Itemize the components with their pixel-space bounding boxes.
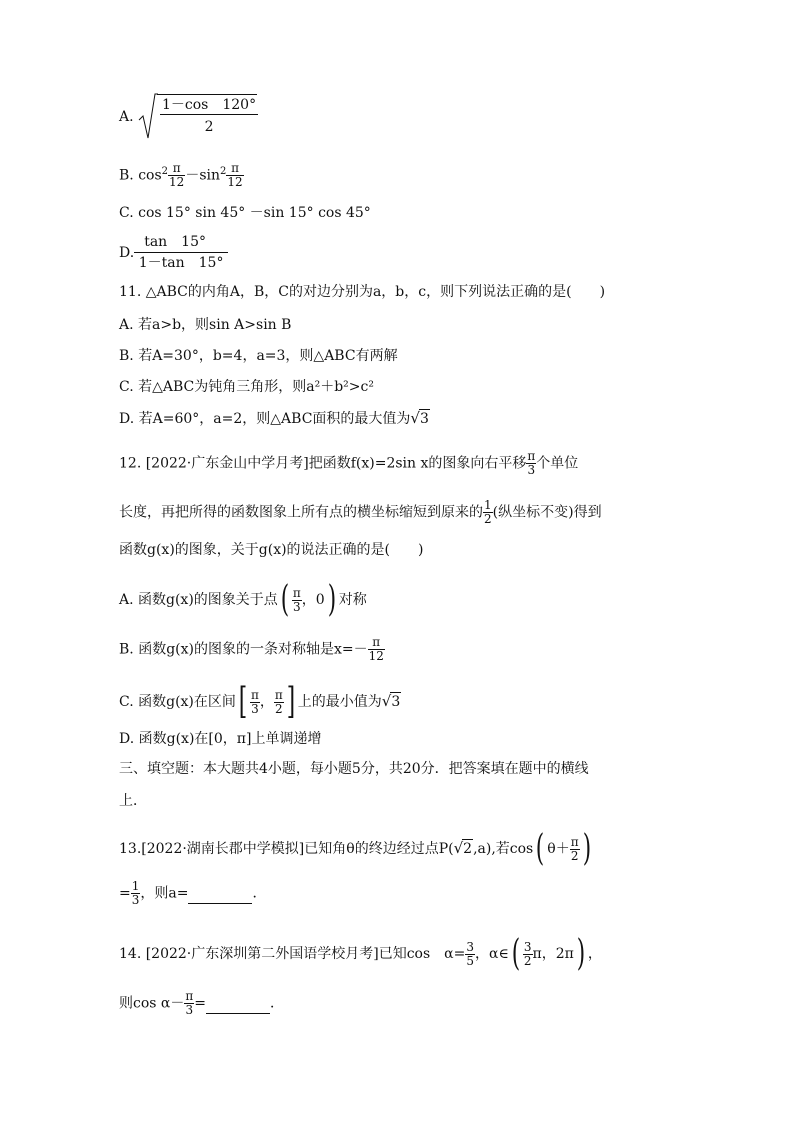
q14-stem-text: 14. [2022·广东深圳第二外国语学校月考]已知cos α= xyxy=(119,946,466,962)
left-paren: ( xyxy=(536,828,545,869)
fraction-numerator: 1－cos 120° xyxy=(162,97,257,113)
q12-line2-suffix: (纵坐标不变)得到 xyxy=(492,504,602,521)
theta-plus: θ＋ xyxy=(547,841,570,857)
q13-stem-text: 13.[2022·湖南长郡中学模拟]已知角θ的终边经过点P( xyxy=(119,841,454,857)
q14-line2-text: 则cos α－ xyxy=(119,995,185,1012)
fraction-numerator: π xyxy=(168,162,185,176)
q13-stem-mid: ,a),若cos xyxy=(473,841,534,857)
fraction-pi-2 xyxy=(274,689,284,716)
fraction-pi-3 xyxy=(292,587,302,614)
q11-option-c: C. 若△ABC为钝角三角形，则a²＋b²>c² xyxy=(119,379,374,395)
q13-line2-text: ，则a= xyxy=(140,885,189,902)
q12-option-a xyxy=(119,579,367,620)
fraction-denominator: 12 xyxy=(227,175,243,189)
q14-stem xyxy=(119,933,602,974)
q12-option-b-text: B. 函数g(x)的图象的一条对称轴是x=－ xyxy=(119,641,368,658)
q14-stem-mid: ，α∈ xyxy=(475,946,509,962)
q12-stem xyxy=(119,450,578,477)
q12-stem-suffix: 个单位 xyxy=(536,455,579,472)
fraction-pi-12 xyxy=(368,636,385,663)
fraction-denominator: 2 xyxy=(204,119,214,135)
fraction-denominator: 2 xyxy=(274,701,283,716)
fraction-pi-3 xyxy=(250,689,260,716)
fraction-numerator: π xyxy=(185,989,194,1003)
left-paren: ( xyxy=(280,579,290,620)
q11-stem: 11. △ABC的内角A，B，C的对边分别为a，b，c，则下列说法正确的是( ) xyxy=(119,284,606,300)
fraction-denominator: 12 xyxy=(169,175,185,189)
q13-stem xyxy=(119,828,594,869)
radicand: 3 xyxy=(391,694,401,710)
q12-option-d: D. 函数g(x)在[0，π]上单调递增 xyxy=(119,731,322,747)
option-a-fraction xyxy=(160,97,258,136)
fraction-3-5 xyxy=(465,941,475,968)
fraction-denominator: 12 xyxy=(368,649,384,663)
fraction-numerator: π xyxy=(274,687,283,702)
equals-sign: = xyxy=(194,995,206,1012)
fraction-denominator: 1－tan 15° xyxy=(138,255,224,271)
point-y: ，0 xyxy=(301,592,325,608)
option-c: C. cos 15° sin 45° －sin 15° cos 45° xyxy=(119,205,371,221)
fraction-numerator: π xyxy=(250,687,259,702)
option-a xyxy=(119,108,134,126)
radical-sign xyxy=(138,92,158,142)
section3-heading: 三、填空题：本大题共4小题，每小题5分，共20分．把答案填在题中的横线 xyxy=(119,761,589,777)
fraction-denominator: 3 xyxy=(185,1003,194,1017)
fraction-pi-3 xyxy=(184,990,194,1017)
option-d-fraction xyxy=(134,235,228,271)
fraction-pi-3 xyxy=(526,450,536,477)
sqrt-sign: √ xyxy=(453,839,464,857)
fraction-numerator: π xyxy=(368,636,385,650)
fraction-numerator: 3 xyxy=(523,939,532,954)
separator: ， xyxy=(259,694,274,710)
fraction-numerator: 3 xyxy=(466,939,474,954)
fraction-denominator: 2 xyxy=(523,953,532,968)
q12-option-a-suffix: 对称 xyxy=(338,592,367,608)
q12-line3: 函数g(x)的图象，关于g(x)的说法正确的是( ) xyxy=(119,542,424,558)
fraction-1-2 xyxy=(483,499,493,526)
fraction-pi-2 xyxy=(570,836,580,863)
q12-option-c-text: C. 函数g(x)在区间 xyxy=(119,694,236,710)
fraction-numerator: π xyxy=(570,834,579,849)
fraction-numerator: tan 15° xyxy=(134,235,228,253)
interval-end: ，2π xyxy=(541,946,574,962)
option-d xyxy=(119,235,228,271)
fraction-denominator: 2 xyxy=(570,848,579,863)
period: ． xyxy=(252,885,267,902)
fraction-numerator: π xyxy=(527,449,536,463)
q12-option-c xyxy=(119,681,401,722)
q13-line2 xyxy=(119,880,266,907)
sin-text: －sin xyxy=(185,167,221,184)
q11-option-d xyxy=(119,409,430,428)
option-a-label: A. xyxy=(119,109,134,125)
sqrt-sign: √ xyxy=(381,692,392,710)
fraction-denominator: 2 xyxy=(484,512,492,526)
fraction-numerator: 1 xyxy=(131,879,140,893)
pi-symbol: π xyxy=(532,946,542,962)
q14-line2 xyxy=(119,990,284,1017)
right-paren: ) xyxy=(576,933,586,974)
left-bracket: [ xyxy=(238,681,248,722)
fraction-1-3 xyxy=(131,880,141,907)
q12-line2 xyxy=(119,499,602,526)
fraction-denominator: 5 xyxy=(466,953,474,968)
q12-option-c-suffix: 上的最小值为 xyxy=(297,694,382,710)
fraction-3-2 xyxy=(523,941,533,968)
q12-stem-text: 12. [2022·广东金山中学月考]把函数f(x)=2sin x的图象向右平移 xyxy=(119,455,527,472)
answer-blank[interactable] xyxy=(206,995,270,1014)
comma: ， xyxy=(587,946,602,962)
fraction-denominator: 3 xyxy=(131,893,140,907)
right-bracket: ] xyxy=(286,681,295,722)
q11-option-b: B. 若A=30°，b=4，a=3，则△ABC有两解 xyxy=(119,348,398,364)
q12-line2-text: 长度，再把所得的函数图象上所有点的横坐标缩短到原来的 xyxy=(119,504,483,521)
equals-sign: = xyxy=(119,885,131,902)
right-paren: ) xyxy=(327,579,336,620)
fraction-denominator: 3 xyxy=(251,701,259,716)
fraction-numerator: 1 xyxy=(484,498,492,512)
q12-option-b xyxy=(119,636,385,663)
right-paren: ) xyxy=(582,828,591,869)
fraction-numerator: π xyxy=(292,585,301,600)
option-b-label: B. xyxy=(119,167,134,184)
section3-heading-cont: 上． xyxy=(119,793,147,809)
fraction-pi-12 xyxy=(168,162,185,189)
radicand: 2 xyxy=(463,841,473,857)
exponent: 2 xyxy=(161,165,169,177)
option-b xyxy=(119,162,244,189)
q12-option-a-text: A. 函数g(x)的图象关于点 xyxy=(119,592,278,608)
answer-blank[interactable] xyxy=(188,885,252,904)
fraction-denominator: 3 xyxy=(292,599,301,614)
option-d-label: D. xyxy=(119,245,135,261)
sqrt-sign: √ xyxy=(410,409,420,427)
fraction-denominator: 3 xyxy=(527,463,536,477)
exponent: 2 xyxy=(220,165,227,177)
q11-option-a: A. 若a>b，则sin A>sin B xyxy=(119,317,292,333)
radical-bar xyxy=(157,94,257,95)
q11-option-d-text: D. 若A=60°，a=2，则△ABC面积的最大值为 xyxy=(119,411,411,427)
left-paren: ( xyxy=(511,933,521,974)
fraction-pi-12 xyxy=(226,162,243,189)
fraction-numerator: π xyxy=(226,162,243,176)
period: ． xyxy=(269,995,284,1012)
cos-text: cos xyxy=(138,167,162,184)
radicand: 3 xyxy=(419,411,429,427)
